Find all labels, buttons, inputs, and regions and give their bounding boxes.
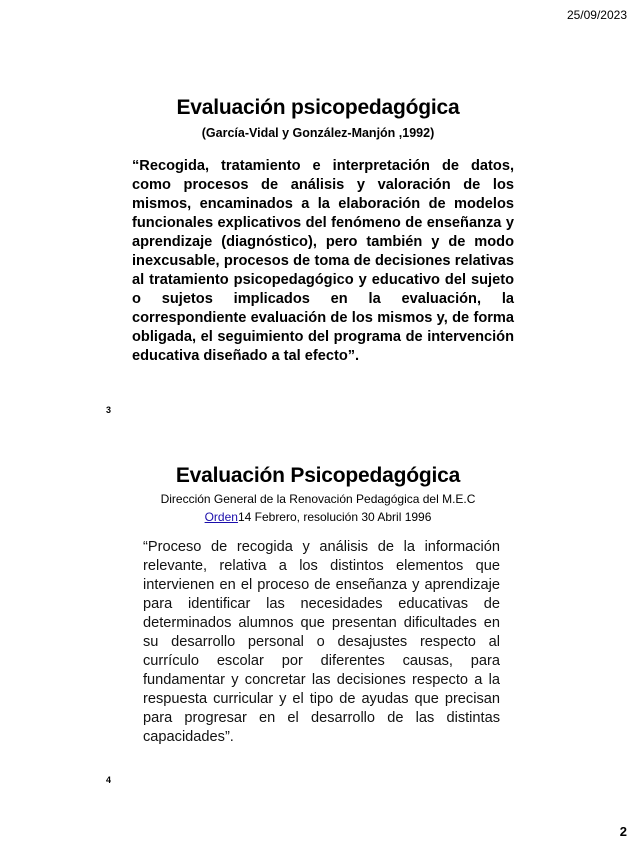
page-number: 2	[619, 824, 627, 839]
print-date: 25/09/2023	[566, 8, 627, 22]
slide-4-number: 4	[106, 775, 112, 785]
slide-4-decree-line	[0, 510, 636, 524]
slide-3-quote: “Recogida, tratamiento e interpretación de datos, como procesos de análisis y valoración de los mismos, encaminados a la elaboración de modelos funcionales explicativos del fenómeno de enseñanza y aprendizaje (diagnóstico), pero también y de modo inexcusable, procesos de toma de decisiones relativas al tratamiento psicopedagógico y educativo del sujeto o sujetos implicados en la evaluación, la correspondiente evaluación de los mismos y, de forma obligada, el seguimiento del programa de intervención educativa diseñado a tal efecto”.	[132, 158, 514, 364]
slide-4-decree-rest: 14 Febrero, resolución 30 Abril 1996	[237, 510, 432, 524]
slide-3-title: Evaluación psicopedagógica	[176, 96, 460, 119]
slide-3-number: 3	[106, 405, 112, 415]
slide-4-title: Evaluación Psicopedagógica	[175, 464, 461, 487]
slide-4-source: Dirección General de la Renovación Pedagógica del M.E.C	[160, 492, 476, 506]
orden-link[interactable]: Orden	[204, 510, 238, 524]
slide-4-quote: “Proceso de recogida y análisis de la información relevante, relativa a los distintos elementos que intervienen en el proceso de enseñanza y aprendizaje para identificar las necesidades educativas de determinados alumnos que presentan dificultades en su desarrollo personal o desajustes respecto al currículo escolar por diferentes causas, para fundamentar y concretar las decisiones respecto a la respuesta curricular y el tipo de ayudas que precisan para progresar en el desarrollo de las distintas capacidades”.	[143, 539, 500, 745]
slide-3-citation: (García-Vidal y González-Manjón ,1992)	[201, 126, 435, 140]
